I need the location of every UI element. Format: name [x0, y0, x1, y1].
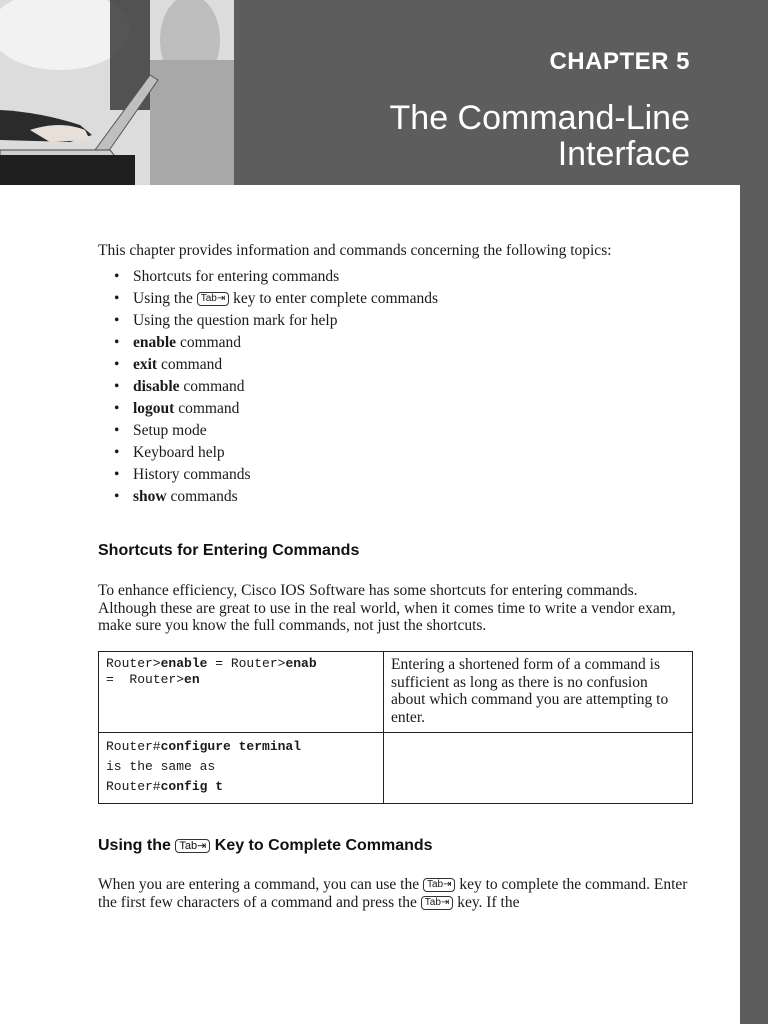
tab-key-icon: Tab⇥: [197, 292, 230, 306]
list-item: • logout command: [98, 398, 694, 420]
list-item: • Setup mode: [98, 420, 694, 442]
chapter-title: The Command-Line Interface: [389, 99, 690, 173]
laptop-user-photo: [0, 0, 234, 185]
tab-key-icon: Tab⇥: [423, 878, 456, 892]
list-item: • exit command: [98, 354, 694, 376]
chapter-label: CHAPTER 5: [549, 48, 690, 75]
list-item: • Using the question mark for help: [98, 310, 694, 332]
list-item: • show commands: [98, 486, 694, 508]
section-heading-shortcuts: Shortcuts for Entering Commands: [98, 542, 360, 559]
table-cell-code: Router>enable = Router>enab = Router>en: [99, 652, 384, 733]
shortcuts-table: [98, 651, 693, 804]
tab-key-icon: Tab⇥: [421, 896, 454, 910]
table-row: [99, 733, 693, 804]
topics-list: [98, 266, 694, 508]
table-row: [99, 652, 693, 733]
table-cell-code: Router#configure terminal is the same as Router#config t: [99, 733, 384, 804]
tab-key-paragraph: When you are entering a command, you can use the Tab⇥ key to complete the command. Enter the first few characters of a command and press the Tab⇥ key. If the: [98, 876, 688, 911]
section-heading-tab-key: Using the Tab⇥ Key to Complete Commands: [98, 837, 433, 854]
intro-text: This chapter provides information and commands concerning the following topics:: [98, 242, 612, 259]
page-edge-strip: [740, 185, 768, 1024]
list-item: • Using the Tab⇥ key to enter complete commands: [98, 288, 694, 310]
list-item: • enable command: [98, 332, 694, 354]
chapter-header-photo: [0, 0, 234, 185]
list-item: • Keyboard help: [98, 442, 694, 464]
tab-key-icon: Tab⇥: [175, 839, 210, 853]
table-cell-description: Entering a shortened form of a command is sufficient as long as there is no confusion about which command you are attempting to enter.: [384, 652, 693, 733]
topics-section: [98, 240, 694, 508]
list-item: • Shortcuts for entering commands: [98, 266, 694, 288]
table-cell-description: [384, 733, 693, 804]
list-item: • disable command: [98, 376, 694, 398]
shortcuts-paragraph: To enhance efficiency, Cisco IOS Software has some shortcuts for entering commands. Although these are great to use in the real world, when it comes time to write a vendor exam, make sure you know the full commands, not just the shortcuts.: [98, 582, 676, 634]
list-item: • History commands: [98, 464, 694, 486]
